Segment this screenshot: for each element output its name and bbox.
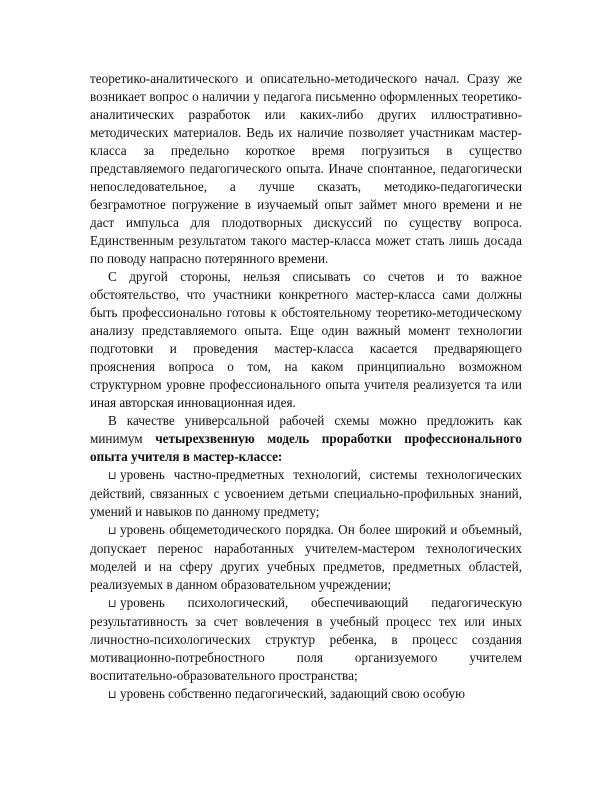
- list-item: [90, 594, 522, 685]
- list-item-text: уровень частно-предметных технологий, системы технологических действий, связанных с усвоением детьми специально-профильных знаний, умений и навыков по данному предмету;: [90, 467, 522, 519]
- bullet-icon: ⊔: [108, 524, 117, 537]
- paragraph-3: [90, 412, 522, 466]
- bullet-icon: ⊔: [108, 469, 117, 482]
- document-page: [90, 70, 522, 704]
- bullet-icon: ⊔: [108, 688, 117, 701]
- bullet-icon: ⊔: [108, 597, 117, 610]
- paragraph-2: С другой стороны, нельзя списывать со счетов и то важное обстоятельство, что участники конкретного мастер-класса сами должны быть профессионально готовы к обстоятельному теоретико-методическому анализу представляемого опыта. Еще один важный момент технологии подготовки и проведения мастер-класса касается предваряющего прояснения вопроса о том, на каком принципиально возможном структурном уровне профессионального опыта учителя реализуется та или иная авторская инновационная идея.: [90, 269, 522, 410]
- paragraph-3-text: В качестве универсальной рабочей схемы можно предложить как минимум: [90, 413, 522, 446]
- paragraph-3-bold-text: четырехзвенную модель проработки профессионального опыта учителя в мастер-классе:: [90, 431, 522, 464]
- list-item: [90, 521, 522, 594]
- list-item-text: уровень психологический, обеспечивающий педагогическую результативность за счет вовлечения в учебный процесс тех или иных личностно-психологических структур ребенка, в процесс создания мотивационно-потребностного поля организуемого учителем воспитательно-образовательного пространства;: [90, 595, 522, 683]
- list-item-text: уровень общеметодического порядка. Он более широкий и объемный, допускает перенос наработанных учителем-мастером технологических моделей и на сферу других учебных предметов, предметных областей, реализуемых в данном образовательном учреждении;: [90, 522, 522, 592]
- list-item: [90, 466, 522, 521]
- list-item: [90, 685, 522, 704]
- list-item-text: уровень собственно педагогический, задающий свою особую: [120, 686, 465, 701]
- paragraph-1: теоретико-аналитического и описательно-методического начал. Сразу же возникает вопрос о наличии у педагога письменно оформленных теоретико-аналитических разработок или каких-либо других иллюстративно-методических материалов. Ведь их наличие позволяет участникам мастер-класса за предельно короткое время погрузиться в существо представляемого педагогического опыта. Иначе спонтанное, педагогически непоследовательное, а лучше сказать, методико-педагогически безграмотное погружение в изучаемый опыт займет много времени и не даст импульса для плодотворных дискуссий по существу вопроса. Единственным результатом такого мастер-класса может стать лишь досада по поводу напрасно потерянного времени.: [90, 71, 522, 266]
